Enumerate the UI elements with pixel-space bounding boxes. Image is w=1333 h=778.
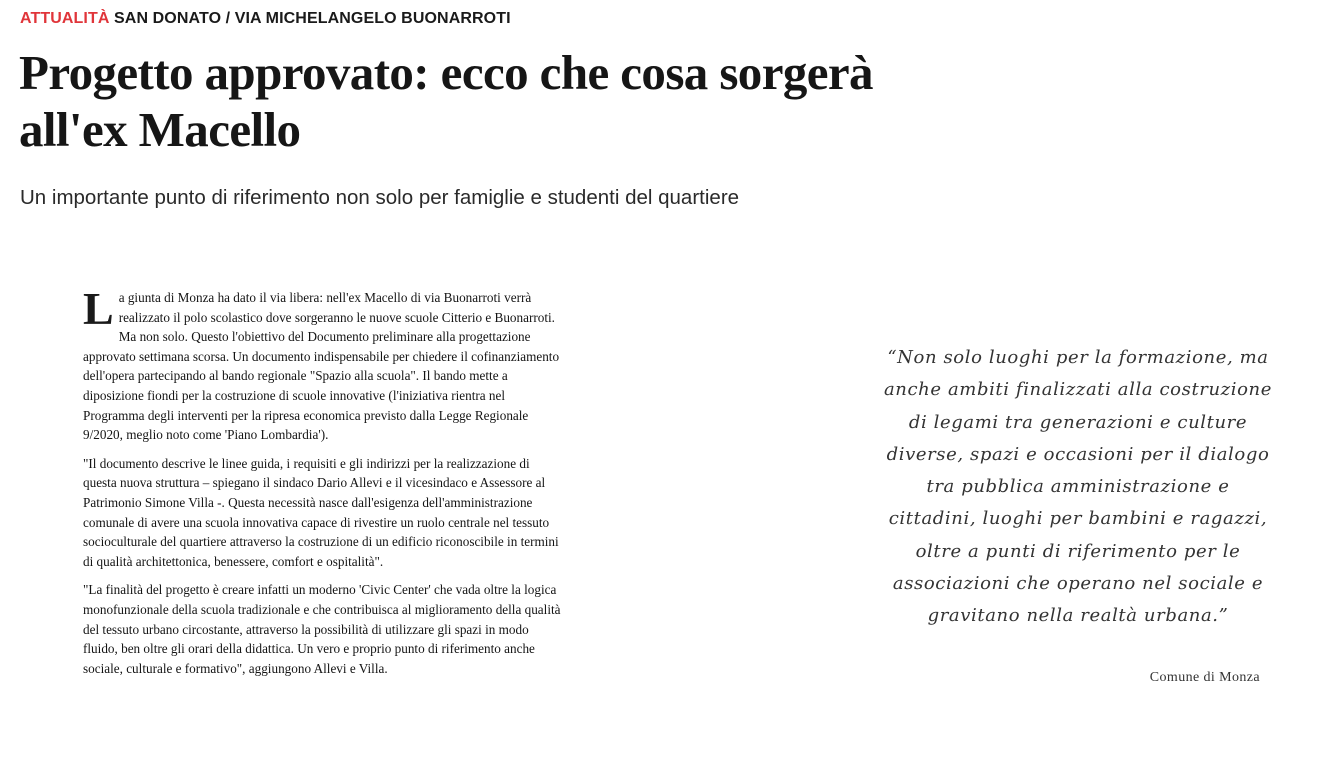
- article-paragraph-1: [83, 283, 563, 445]
- pull-quote: “Non solo luoghi per la formazione, ma anche ambiti finalizzati alla costruzione di legami tra generazioni e culture diverse, spazi e occasioni per il dialogo tra pubblica amministrazione e cittadini, luoghi per bambini e ragazzi, oltre a punti di riferimento per le associazioni che operano nel sociale e gravitano nella realtà urbana.”: [883, 347, 1273, 627]
- article-body: [83, 283, 563, 687]
- headline: Progetto approvato: ecco che cosa sorgerà all'ex Macello: [19, 45, 873, 157]
- article-paragraph-2: "Il documento descrive le linee guida, i requisiti e gli indirizzi per la realizzazione di questa nuova struttura – spiegano il sindaco Dario Allevi e il vicesindaco e Assessore al Patrimonio Simone Villa -. Questa necessità nasce dall'esigenza dell'amministrazione comunale di avere una scuola innovativa capace di rivestire un ruolo centrale nel tessuto socioculturale del quartiere attraverso la costruzione di un edificio riconoscibile in termini di qualità architettonica, benessere, comfort e ospitalità".: [83, 455, 559, 569]
- drop-cap: L: [83, 283, 114, 334]
- article-paragraph-3: "La finalità del progetto è creare infatti un moderno 'Civic Center' che vada oltre la logica monofunzionale della scuola tradizionale e che contribuisca al miglioramento della qualità del tessuto urbano circostante, attraverso la possibilità di utilizzare gli spazi in modo fluido, ben oltre gli orari della didattica. Un vero e proprio punto di riferimento anche sociale, culturale e formativo", aggiungono Allevi e Villa.: [83, 582, 561, 676]
- location-label: SAN DONATO / VIA MICHELANGELO BUONARROTI: [114, 10, 511, 27]
- subtitle: Un importante punto di riferimento non solo per famiglie e studenti del quartiere: [20, 186, 740, 209]
- article-paragraph-1-text: a giunta di Monza ha dato il via libera: nell'ex Macello di via Buonarroti verrà realizzato il polo scolastico dove sorgeranno le nuove scuole Citterio e Buonarroti. Ma non solo. Questo l'obiettivo del Documento preliminare alla progettazione approvato settimana scorsa. Un documento indispensabile per chiedere il cofinanziamento dell'opera partecipando al bando regionale "Spazio alla scuola". Il bando mette a diposizione fiondi per la costruzione di scuole innovative (l'iniziativa rientra nel Programma degli interventi per la ripresa economica previsto dalla Legge Regionale 9/2020, meglio noto come 'Piano Lombardia').: [83, 290, 560, 443]
- kicker: [20, 10, 511, 28]
- pull-quote-source: Comune di Monza: [1149, 670, 1260, 685]
- section-label[interactable]: ATTUALITÀ: [20, 10, 110, 27]
